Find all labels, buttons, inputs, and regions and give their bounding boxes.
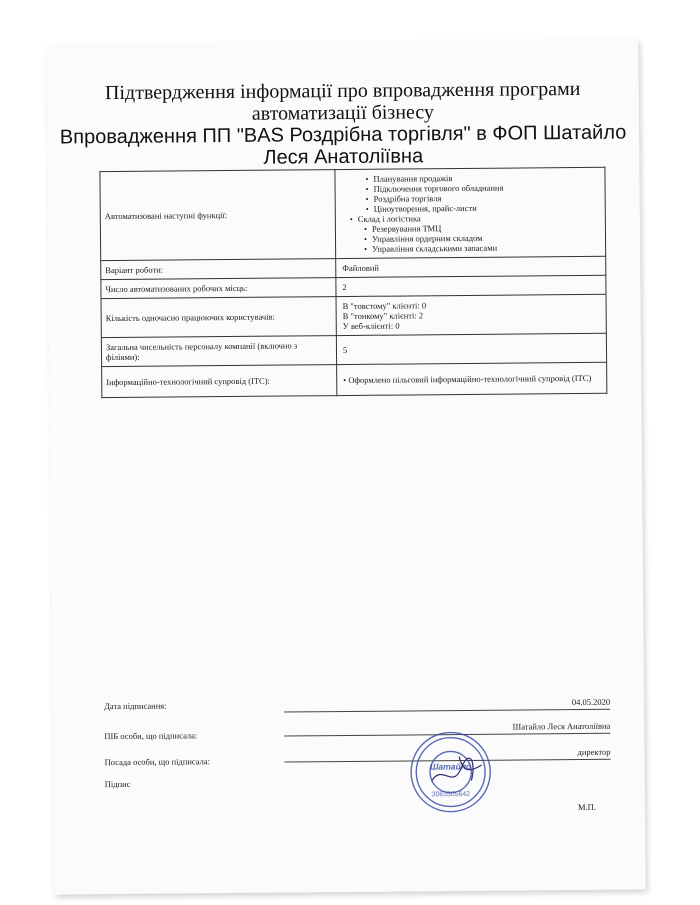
stamp-seal: [407, 729, 494, 816]
date-row: [104, 696, 611, 712]
table-row: [102, 362, 607, 397]
title-line-3: Впровадження ПП "BAS Роздрібна торгівля" в ФОП Шатайло: [59, 121, 627, 149]
functions-cell: [335, 167, 606, 258]
svg-text:3063505642: 3063505642: [431, 791, 471, 799]
row-label: Число автоматизованих робочих місць:: [101, 278, 336, 299]
row-label: Загальна чисельність персоналу компанії (включно з філіями):: [101, 336, 336, 367]
web-client-line: У веб-клієнті: 0: [342, 320, 400, 332]
signature-label: Підпис: [104, 778, 131, 790]
row-value: 5: [336, 333, 606, 364]
function-item: • Управління ордерним складом: [364, 232, 601, 244]
name-row: [104, 720, 611, 742]
row-value: Файловий: [336, 256, 606, 277]
row-value: • Оформлено пільговий інформаційно-технологічний супровід (ІТС): [337, 362, 607, 395]
thin-client-line: В "тонкому" клієнті: 2: [342, 310, 424, 322]
function-item: • Планування продажів: [365, 172, 600, 184]
function-item: • Ціноутворення, прайс-листи: [366, 202, 601, 214]
row-label: Автоматизовані наступні функції:: [100, 170, 336, 261]
date-value: 04.05.2020: [571, 696, 611, 708]
function-item: • Резервування ТМЦ: [364, 222, 601, 234]
position-label: Посада особи, що підписала:: [104, 756, 211, 768]
title-line-2: автоматизації бізнесу: [251, 101, 435, 125]
date-label: Дата підписання:: [104, 700, 167, 712]
title-line-4: Леся Анатоліївна: [263, 145, 424, 169]
date-line: [284, 709, 610, 713]
document-title: [47, 77, 640, 170]
functions-list: [341, 172, 601, 254]
function-item: • Склад і логістика: [350, 212, 601, 224]
signature-row: [104, 775, 611, 790]
function-item: • Роздрібна торгівля: [366, 192, 601, 204]
users-cell: [336, 294, 606, 335]
svg-text:Шатайло: Шатайло: [429, 761, 472, 772]
name-value: Шатайло Леся Анатоліївна: [512, 720, 611, 732]
table-row: [101, 333, 606, 366]
title-line-1: Підтвердження інформації про впровадження програми: [104, 77, 581, 105]
document-sheet: [46, 39, 645, 894]
info-table: [99, 167, 607, 398]
name-label: ПІБ особи, що підписала:: [104, 730, 198, 742]
function-item: • Підключення торгового обладнання: [366, 182, 601, 194]
row-label: Кількість одночасно працюючих користувачів:: [101, 297, 336, 338]
function-item: • Управління складськими запасами: [364, 242, 601, 254]
row-label: Інформаційно-технологічний супровід (ІТС):: [102, 365, 337, 398]
thick-client-line: В "товстому" клієнті: 0: [342, 300, 427, 312]
row-value: 2: [336, 275, 606, 296]
mp-label: М.П.: [577, 801, 596, 812]
table-row: [100, 167, 606, 260]
position-value: директор: [577, 746, 611, 757]
table-row: [101, 294, 606, 337]
row-label: Варіант роботи:: [101, 259, 336, 280]
